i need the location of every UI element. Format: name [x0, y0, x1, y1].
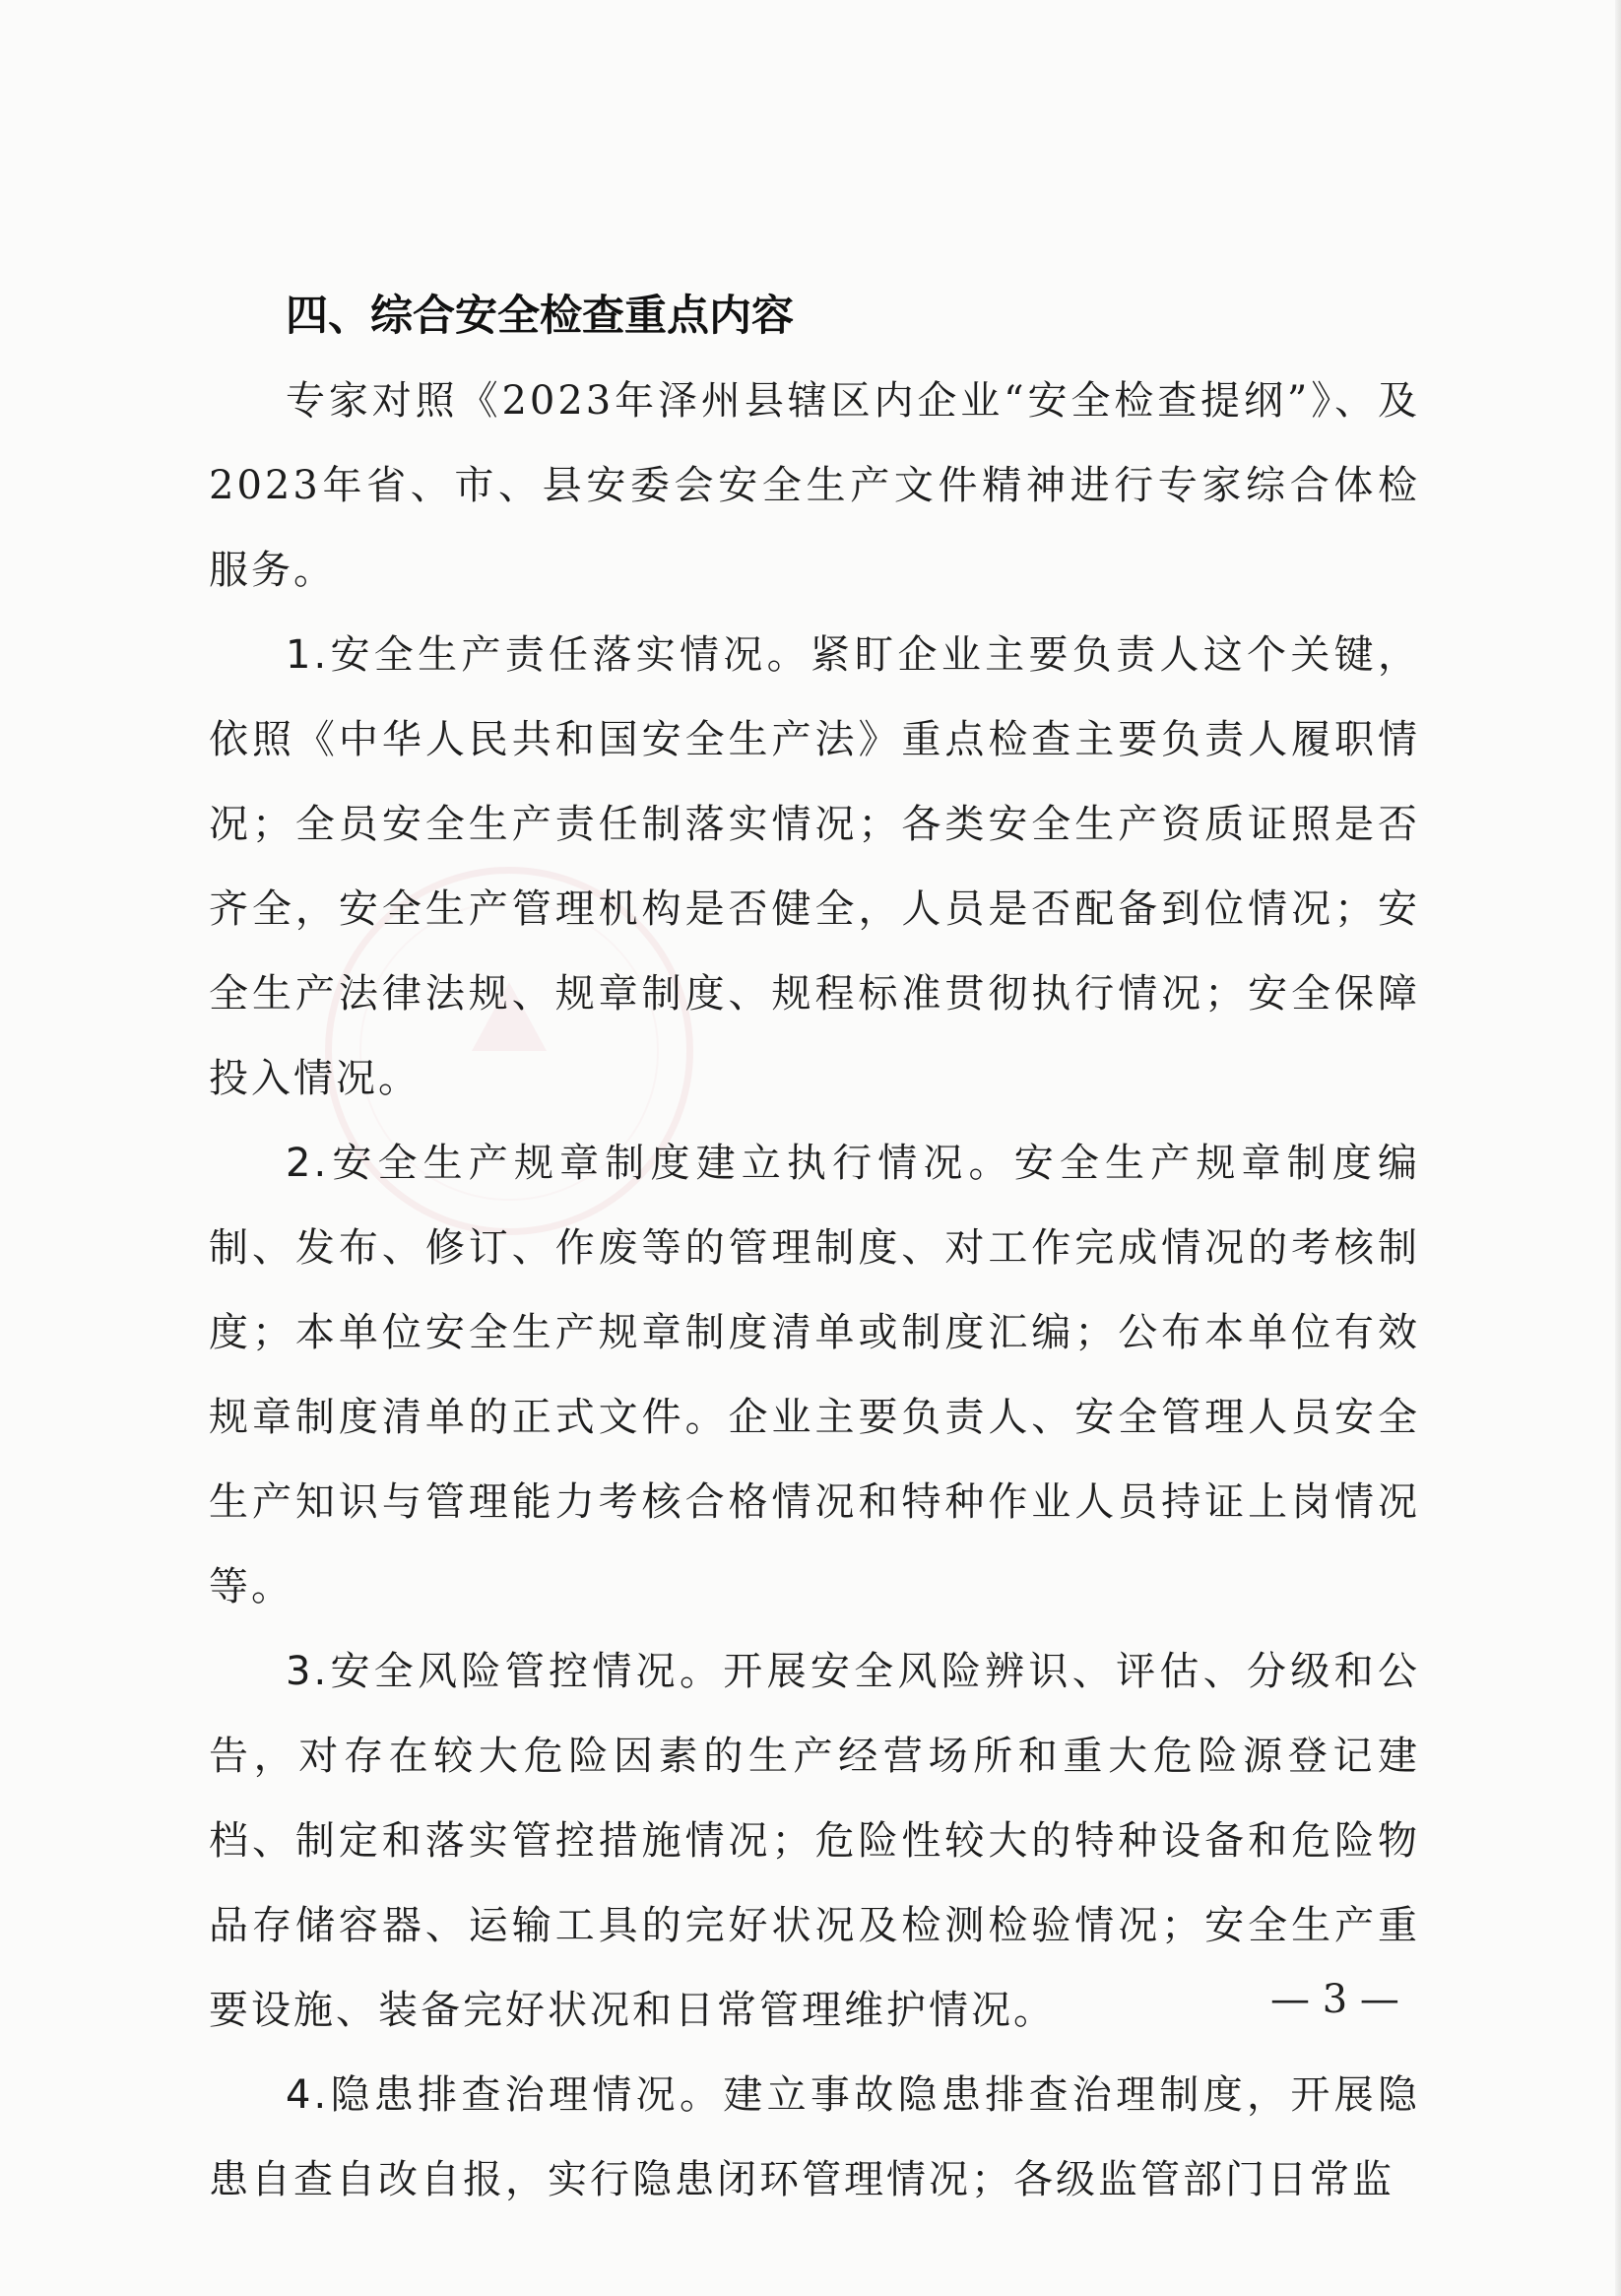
paragraph-item-3 [209, 1629, 1420, 2053]
item-2-text: 安全生产规章制度编制、发布、修订、作废等的管理制度、对工作完成情况的考核制度；本单位安全生产规章制度清单或制度汇编；公布本单位有效规章制度清单的正式文件。企业主要负责人、安全管理人员安全生产知识与管理能力考核合格情况和特种作业人员持证上岗情况等。 [209, 1141, 1420, 1609]
section-heading: 四、综合安全检查重点内容 [286, 292, 794, 341]
item-1-heading: 1.安全生产责任落实情况。 [286, 632, 810, 678]
paragraph-item-4 [209, 2053, 1420, 2222]
item-1-text: 紧盯企业主要负责人这个关键，依照《中华人民共和国安全生产法》重点检查主要负责人履职情况；全员安全生产责任制落实情况；各类安全生产资质证照是否齐全，安全生产管理机构是否健全，人员是否配备到位情况；安全生产法律法规、规章制度、规程标准贯彻执行情况；安全保障投入情况。 [209, 632, 1420, 1101]
item-2-heading: 2.安全生产规章制度建立执行情况。 [286, 1141, 1014, 1186]
item-3-heading: 3.安全风险管控情况。 [286, 1649, 724, 1694]
paragraph-item-1 [209, 613, 1420, 1121]
paragraph-intro-text: 专家对照《2023年泽州县辖区内企业“安全检查提纲”》、及2023年省、市、县安委会安全生产文件精神进行专家综合体检服务。 [209, 378, 1420, 593]
paragraph-item-2 [209, 1121, 1420, 1629]
document-body [209, 274, 1420, 2222]
item-4-text: 建立事故隐患排查治理制度，开展隐患自查自改自报，实行隐患闭环管理情况；各级监管部门日常监 [209, 2072, 1420, 2202]
item-3-text: 开展安全风险辨识、评估、分级和公告，对存在较大危险因素的生产经营场所和重大危险源登记建档、制定和落实管控措施情况；危险性较大的特种设备和危险物品存储容器、运输工具的完好状况及检测检验情况；安全生产重要设施、装备完好状况和日常管理维护情况。 [209, 1649, 1420, 2033]
page-number: — 3 — [1270, 1977, 1399, 2022]
item-4-heading: 4.隐患排查治理情况。 [286, 2072, 724, 2118]
paragraph-intro [209, 359, 1420, 613]
page-edge [1615, 0, 1621, 2296]
